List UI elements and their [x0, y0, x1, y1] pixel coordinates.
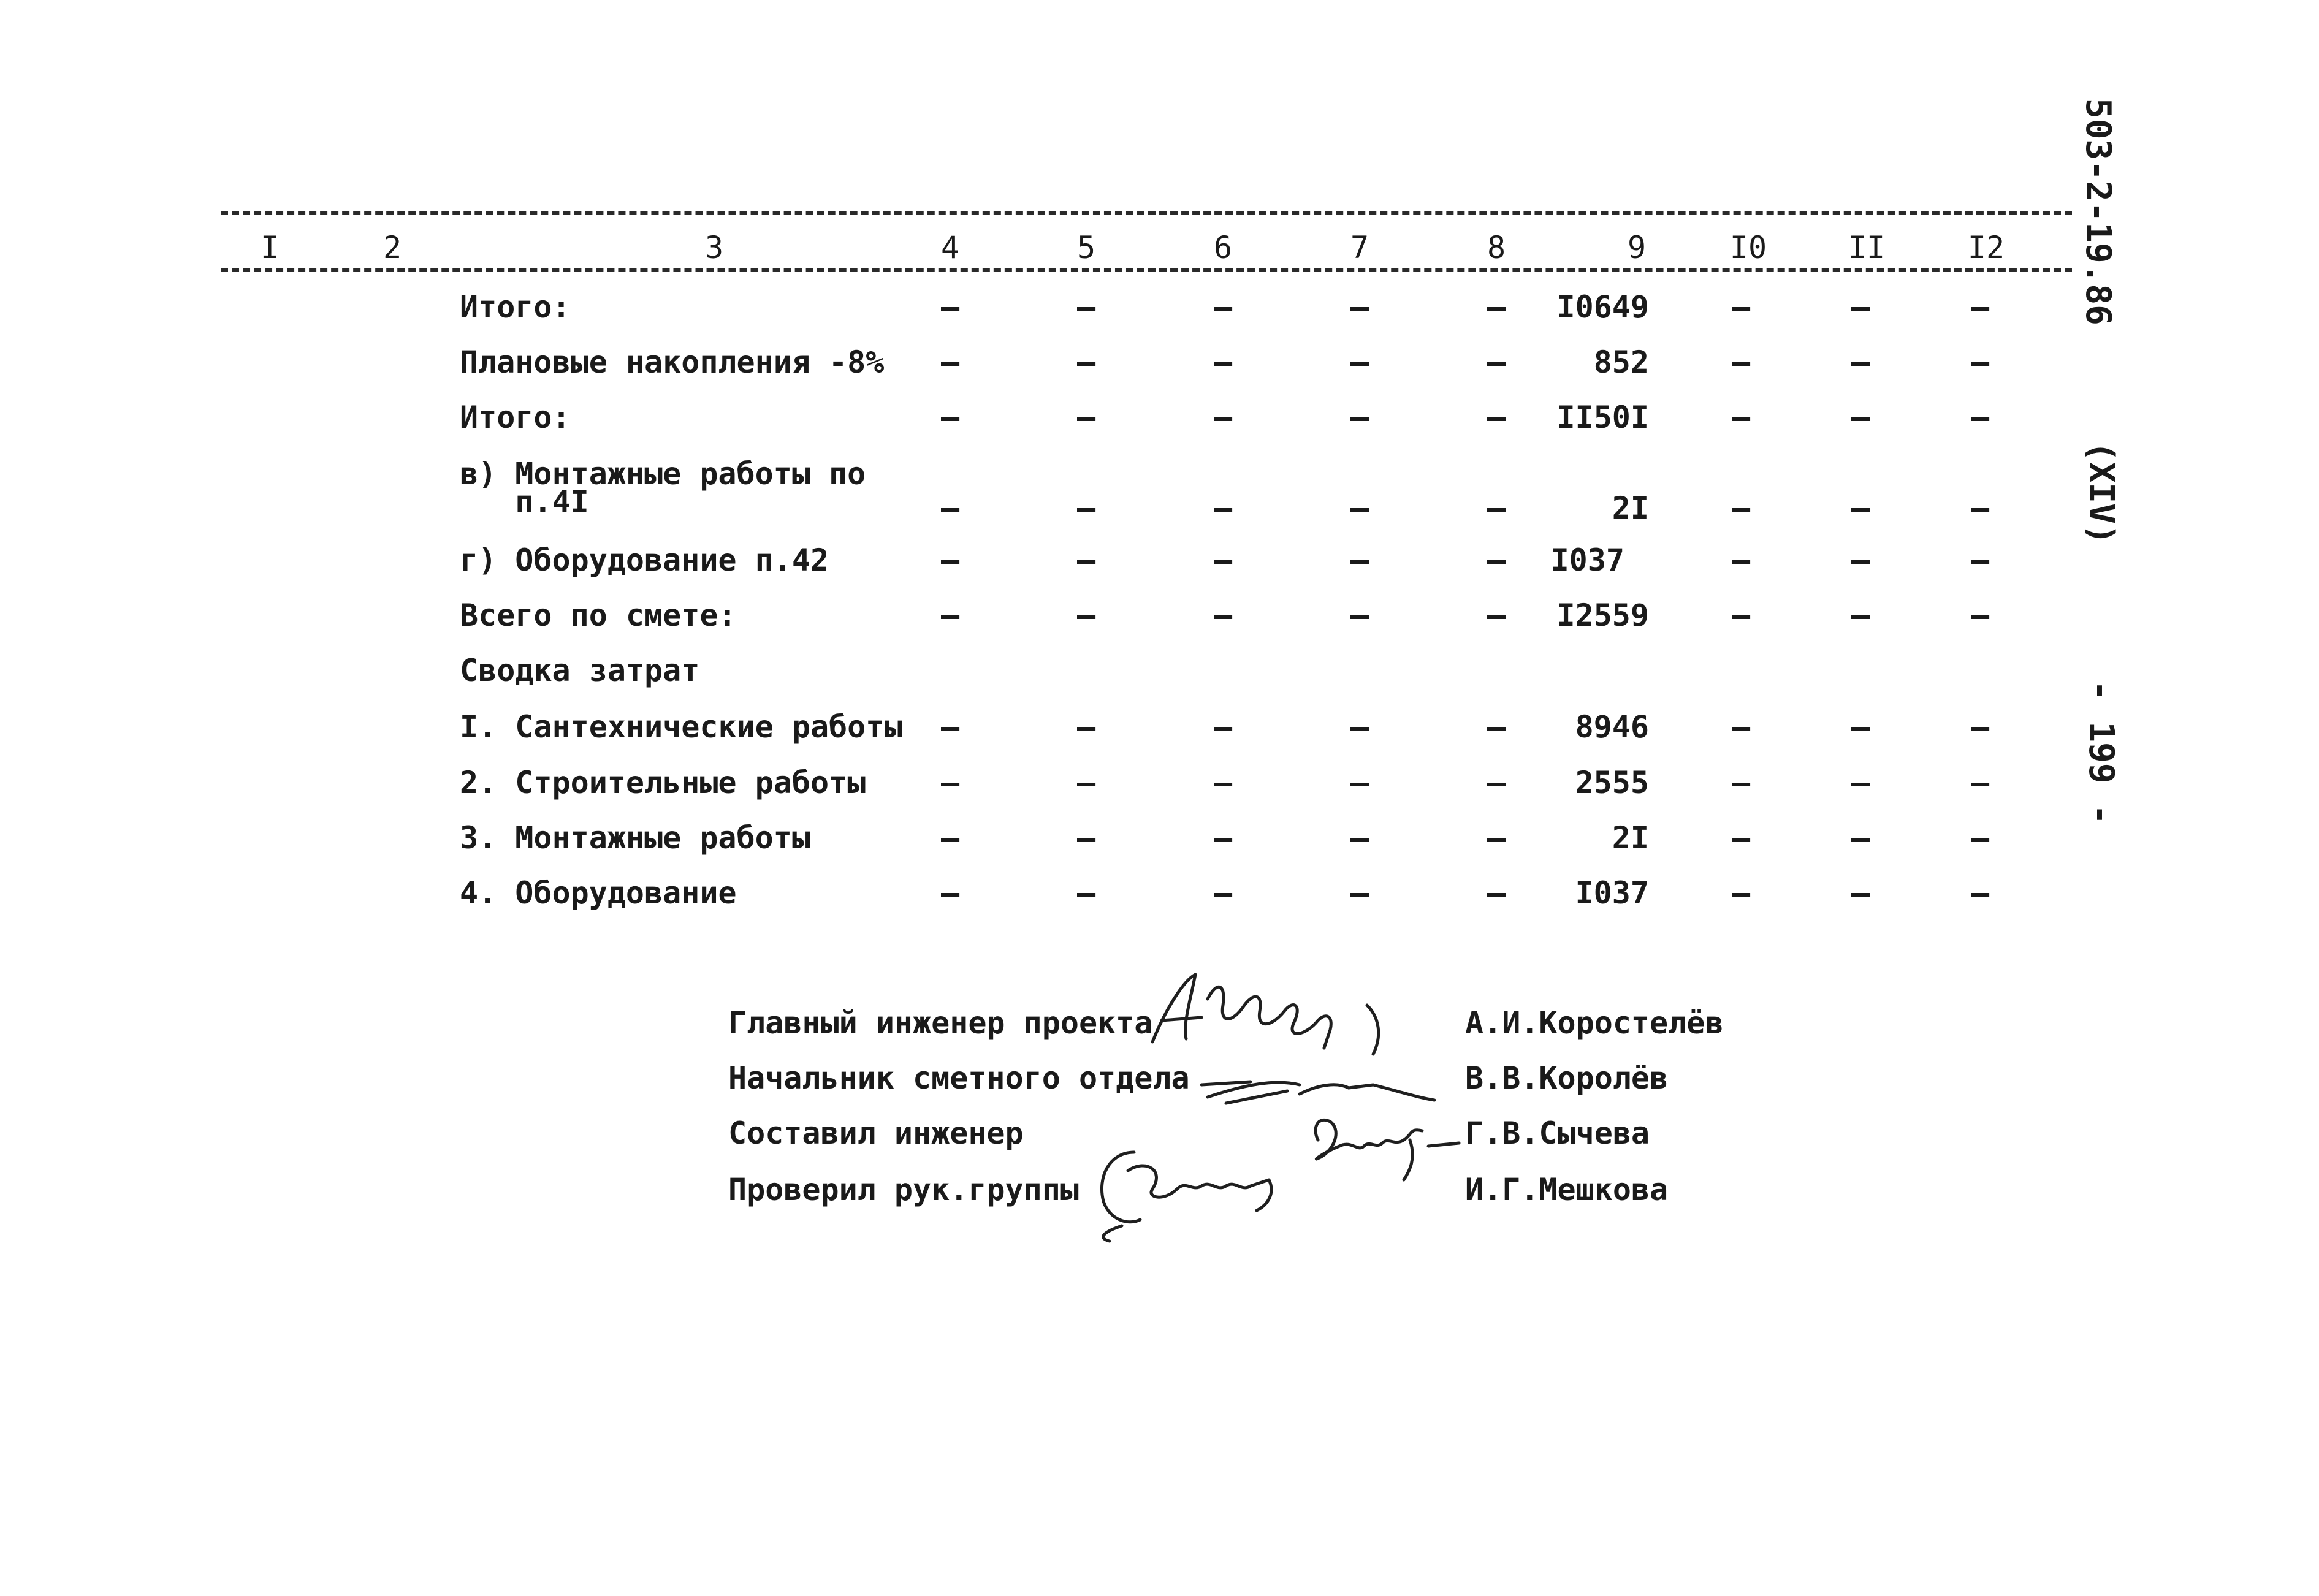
row-label: Итого: [460, 289, 571, 325]
col-4: 4 [940, 230, 960, 265]
row-label: Сводка затрат [460, 653, 700, 688]
table-row: Итого: – – – – – I0649 – – – [460, 289, 1990, 325]
row-total: I037 [1550, 542, 1624, 578]
row-total: 8946 [1575, 709, 1649, 745]
col-9: 9 [1627, 230, 1647, 265]
header-rule-bottom [221, 268, 2072, 272]
row-label: 4. Оборудование [460, 875, 737, 911]
signature-row [0, 1005, 2319, 1054]
row-label: 3. Монтажные работы [460, 820, 810, 856]
table-row: Плановые накопления -8% – – – – – 852 – – – [460, 344, 1990, 380]
col-1: I [260, 230, 280, 265]
table-row: I. Сантехнические работы – – – – – 8946 – – – [460, 709, 1990, 745]
table-row: 2. Строительные работы – – – – – 2555 – – – [460, 765, 1990, 800]
row-total: I0649 [1556, 289, 1649, 325]
col-12: I2 [1967, 230, 2005, 265]
signature-row [0, 1115, 2319, 1165]
row-total: 2I [1612, 820, 1649, 856]
row-label: в) Монтажные работы по п.4I [460, 456, 866, 520]
col-11: II [1848, 230, 1886, 265]
signature-row [0, 1172, 2319, 1221]
col-3: 3 [704, 230, 724, 265]
col-5: 5 [1076, 230, 1096, 265]
row-total: 2555 [1575, 765, 1649, 800]
row-total: II50I [1556, 400, 1649, 435]
signature-title: Главный инженер проекта [728, 1005, 1153, 1041]
col-10: I0 [1729, 230, 1767, 265]
signature-name: Г.В.Сычева [1465, 1115, 1650, 1151]
header-rule-top [221, 211, 2072, 215]
col-6: 6 [1213, 230, 1233, 265]
table-row: Итого: – – – – – II50I – – – [460, 400, 1990, 435]
signature-name: И.Г.Мешкова [1465, 1172, 1669, 1207]
table-row: 3. Монтажные работы – – – – – 2I – – – [460, 820, 1990, 856]
row-label: Плановые накопления -8% [460, 344, 885, 380]
signature-name: А.И.Коростелёв [1465, 1005, 1724, 1041]
row-label: I. Сантехнические работы [460, 709, 903, 745]
table-row [0, 653, 2319, 702]
col-8: 8 [1487, 230, 1506, 265]
table-row: г) Оборудование п.42 – – – – – I037 – – – [460, 542, 1990, 578]
signature-name: В.В.Королёв [1465, 1060, 1669, 1096]
signature-title: Составил инженер [728, 1115, 1024, 1151]
table-row: Всего по смете: – – – – – I2559 – – – [460, 598, 1990, 633]
row-label: Всего по смете: [460, 598, 737, 633]
row-total: 2I [1612, 490, 1649, 526]
signature-title: Проверил рук.группы [728, 1172, 1079, 1207]
section-number: (XIV) [2081, 441, 2121, 545]
row-label: Итого: [460, 400, 571, 435]
row-label: г) Оборудование п.42 [460, 542, 829, 578]
row-label: 2. Строительные работы [460, 765, 866, 800]
row-total: 852 [1593, 344, 1649, 380]
col-2: 2 [383, 230, 402, 265]
row-total: I2559 [1556, 598, 1649, 633]
col-7: 7 [1350, 230, 1369, 265]
page-number: - 199 - [2081, 680, 2121, 826]
row-total: I037 [1575, 875, 1649, 911]
table-row: в) Монтажные работы по п.4I – – – – – 2I – – – [460, 456, 1990, 526]
signature-row [0, 1060, 2319, 1109]
signature-title: Начальник сметного отдела [728, 1060, 1190, 1096]
document-code: 503-2-19.86 [2078, 98, 2118, 325]
table-row: 4. Оборудование – – – – – I037 – – – [460, 875, 1990, 911]
